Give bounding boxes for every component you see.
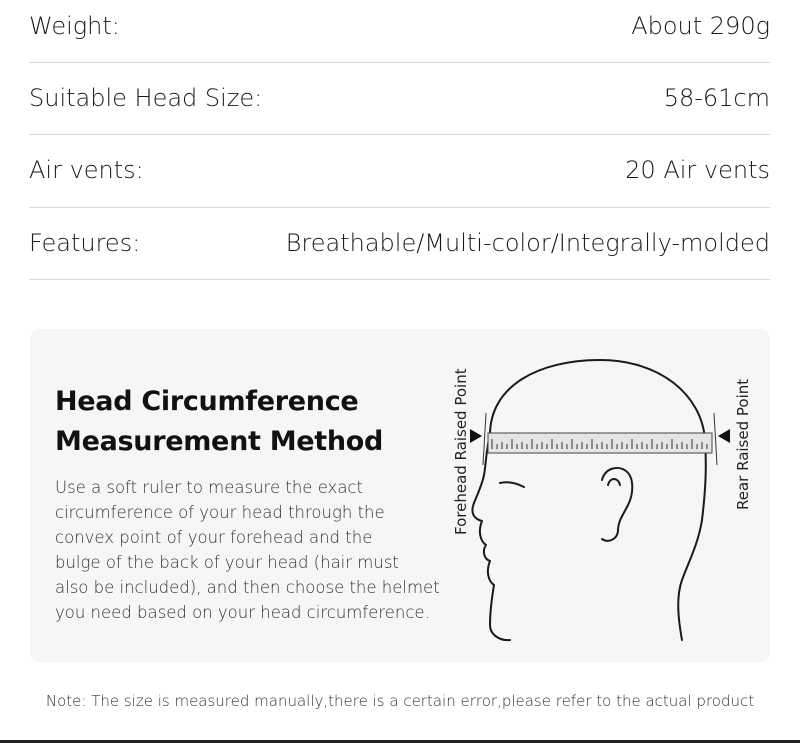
measurement-title-line: Head Circumference bbox=[55, 386, 359, 417]
instruction-line: convex point of your forehead and the bbox=[55, 528, 373, 547]
instruction-line: circumference of your head through the bbox=[55, 503, 385, 522]
spec-value: 58-61cm bbox=[663, 84, 770, 112]
measurement-title-line: Measurement Method bbox=[55, 426, 384, 457]
head-measurement-diagram bbox=[420, 335, 765, 655]
spec-row-air-vents bbox=[29, 134, 770, 206]
divider bbox=[29, 279, 770, 280]
head-outline bbox=[490, 360, 706, 640]
spec-label: Features: bbox=[29, 229, 141, 257]
measuring-tape bbox=[488, 433, 712, 453]
instruction-line: bulge of the back of your head (hair must bbox=[55, 553, 399, 572]
instruction-line: Use a soft ruler to measure the exact bbox=[55, 478, 363, 497]
forehead-arrow-icon bbox=[470, 429, 482, 443]
spec-label: Weight: bbox=[29, 12, 120, 40]
spec-value: Breathable/Multi-color/Integrally-molded bbox=[285, 229, 770, 257]
instruction-line: also be included), and then choose the helmet bbox=[55, 578, 440, 597]
spec-row-features bbox=[29, 207, 770, 279]
instruction-line: you need based on your head circumference. bbox=[55, 603, 430, 622]
spec-row-head-size bbox=[29, 62, 770, 134]
ear bbox=[602, 468, 632, 541]
spec-row-weight bbox=[29, 0, 770, 62]
rear-guide-line bbox=[714, 413, 717, 465]
face-profile bbox=[472, 435, 510, 640]
measurement-title bbox=[55, 382, 445, 462]
spec-label: Air vents: bbox=[29, 156, 144, 184]
size-note: Note: The size is measured manually,there is a certain error,please refer to the actual product bbox=[45, 692, 755, 710]
forehead-label: Forehead Raised Point bbox=[452, 368, 470, 535]
spec-value: 20 Air vents bbox=[625, 156, 770, 184]
spec-value: About 290g bbox=[631, 12, 770, 40]
spec-label: Suitable Head Size: bbox=[29, 84, 263, 112]
rear-arrow-icon bbox=[718, 429, 730, 443]
rear-label: Rear Raised Point bbox=[734, 378, 752, 510]
eye-line bbox=[500, 482, 524, 487]
